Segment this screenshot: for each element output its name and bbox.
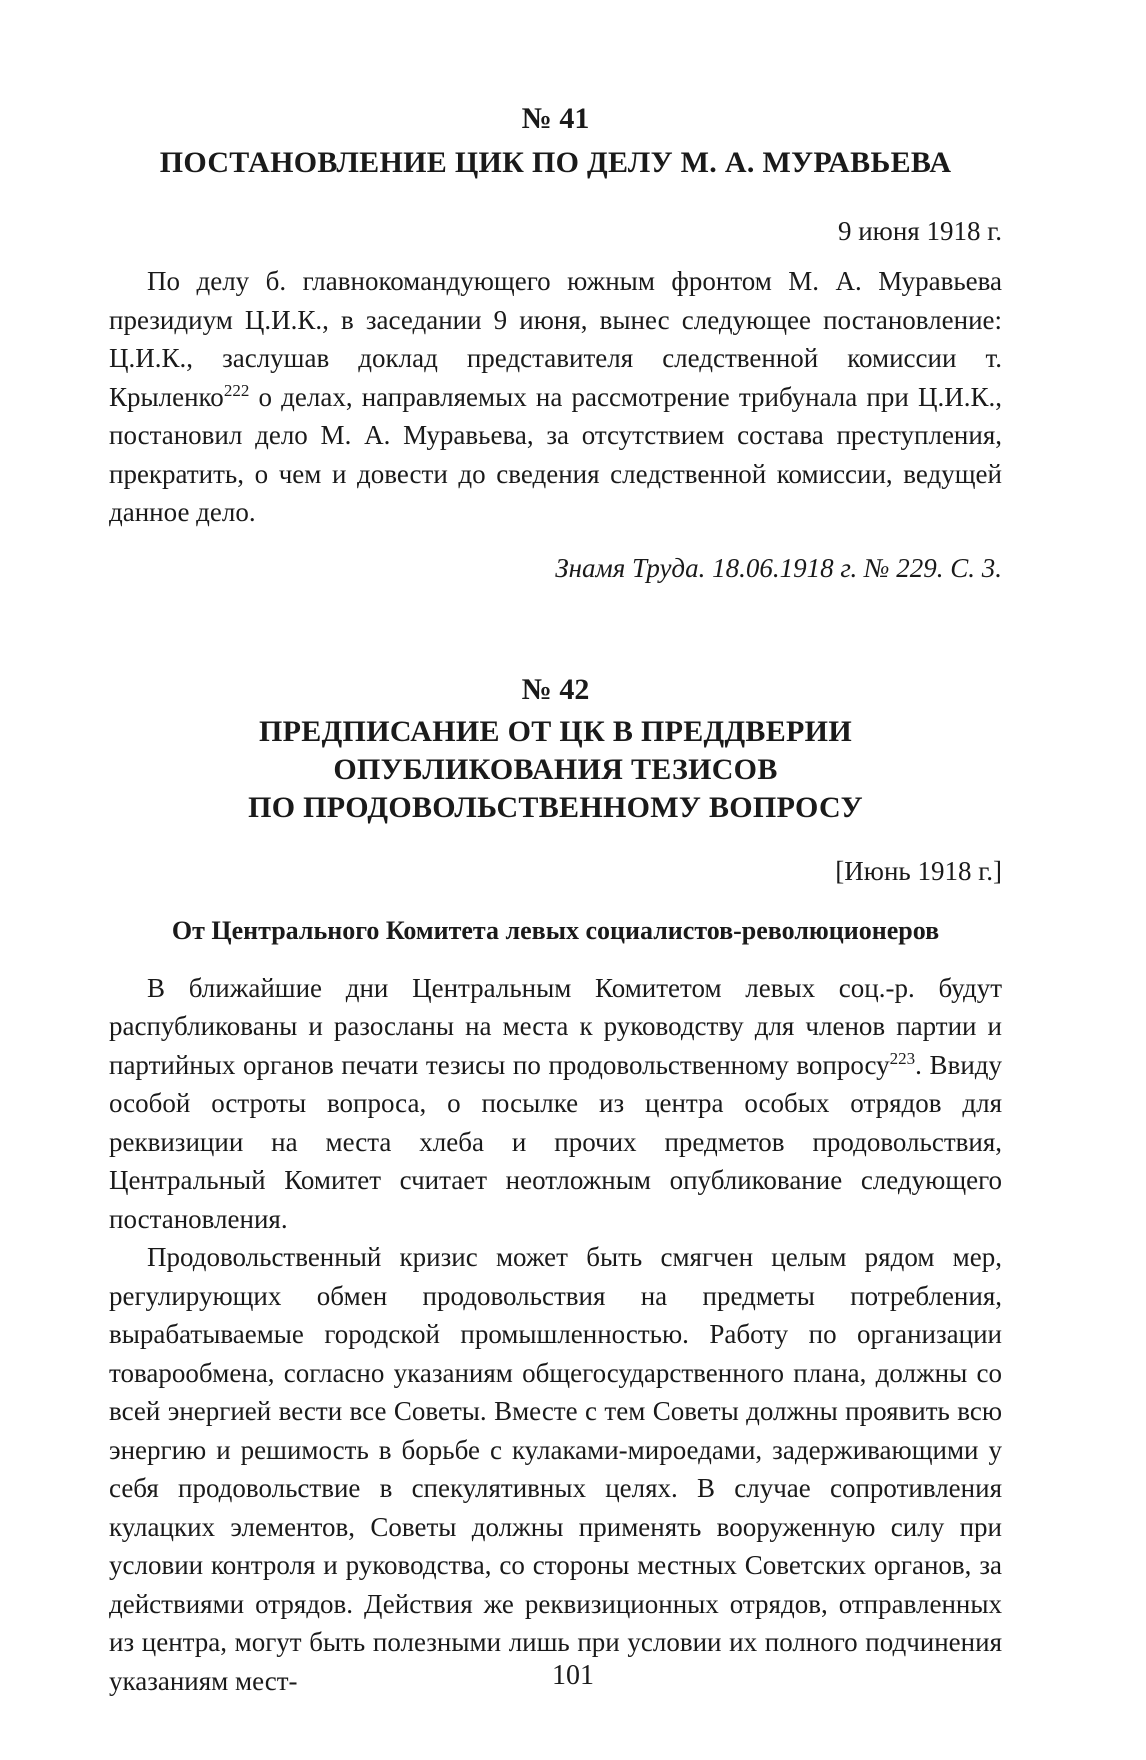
title-line: ПО ПРОДОВОЛЬСТВЕННОМУ ВОПРОСУ [248,790,863,824]
document-41 [109,100,1002,587]
document-number: № 41 [521,102,590,135]
book-page [109,100,1002,1700]
document-body-paragraph [109,969,1002,1239]
paragraph-text: В ближайшие дни Центральным Комитетом левых соц.-р. будут распубликованы и разосланы на места к руководству для членов партии и партийных органов печати тезисы по продовольственному вопросу [109,972,1002,1080]
page-number: 101 [552,1660,594,1691]
paragraph-text: По делу б. главнокомандующего южным фронтом М. А. Муравьева президиум Ц.И.К., в заседании 9 июня, вынес следующее постановление: Ц.И.К., заслушав доклад представителя следственной комиссии т. Крыленко [109,266,1002,412]
footnote-reference: 222 [223,380,250,400]
document-body-paragraph [109,262,1002,532]
footnote-reference: 223 [889,1048,916,1068]
document-title: ПОСТАНОВЛЕНИЕ ЦИК ПО ДЕЛУ М. А. МУРАВЬЕВА [159,146,952,179]
paragraph-text: о делах, направляемых на рассмотрение трибунала при Ц.И.К., постановил дело М. А. Муравьева, за отсутствием состава преступления, прекратить, о чем и довести до сведения следственной комиссии, ведущей данное дело. [109,381,1002,527]
paragraph-text: . Ввиду особой остроты вопроса, о посылке из центра особых отрядов для реквизиции на места хлеба и прочих предметов продовольствия, Центральный Комитет считает неотложным опубликование следующего постановления. [109,1049,1003,1234]
document-number: № 42 [521,672,590,706]
source-citation: Знамя Труда. 18.06.1918 г. № 229. С. 3. [555,552,1002,583]
document-42 [109,671,1002,1701]
document-title [109,713,1002,827]
document-date: [Июнь 1918 г.] [835,855,1002,886]
document-subheading: От Центрального Комитета левых социалистов-революционеров [171,915,940,945]
title-line: ОПУБЛИКОВАНИЯ ТЕЗИСОВ [333,752,778,786]
document-body-paragraph: Продовольственный кризис может быть смягчен целым рядом мер, регулирующих обмен продовольствия на предметы потребления, вырабатываемые городской промышленностью. Работу по организации товарообмена, согласно указаниям общегосударственного плана, должны со всей энергией вести все Советы. Вместе с тем Советы должны проявить всю энергию и решимость в борьбе с кулаками-мироедами, задерживающими у себя продовольствие в спекулятивных целях. В случае сопротивления кулацких элементов, Советы должны применять вооруженную силу при условии контроля и руководства, со стороны местных Советских органов, за действиями отрядов. Действия же реквизиционных отрядов, отправленных из центра, могут быть полезными лишь при условии их полного подчинения указаниям мест- [109,1242,1002,1696]
document-date: 9 июня 1918 г. [837,216,1002,246]
title-line: ПРЕДПИСАНИЕ ОТ ЦК В ПРЕДДВЕРИИ [259,714,852,748]
